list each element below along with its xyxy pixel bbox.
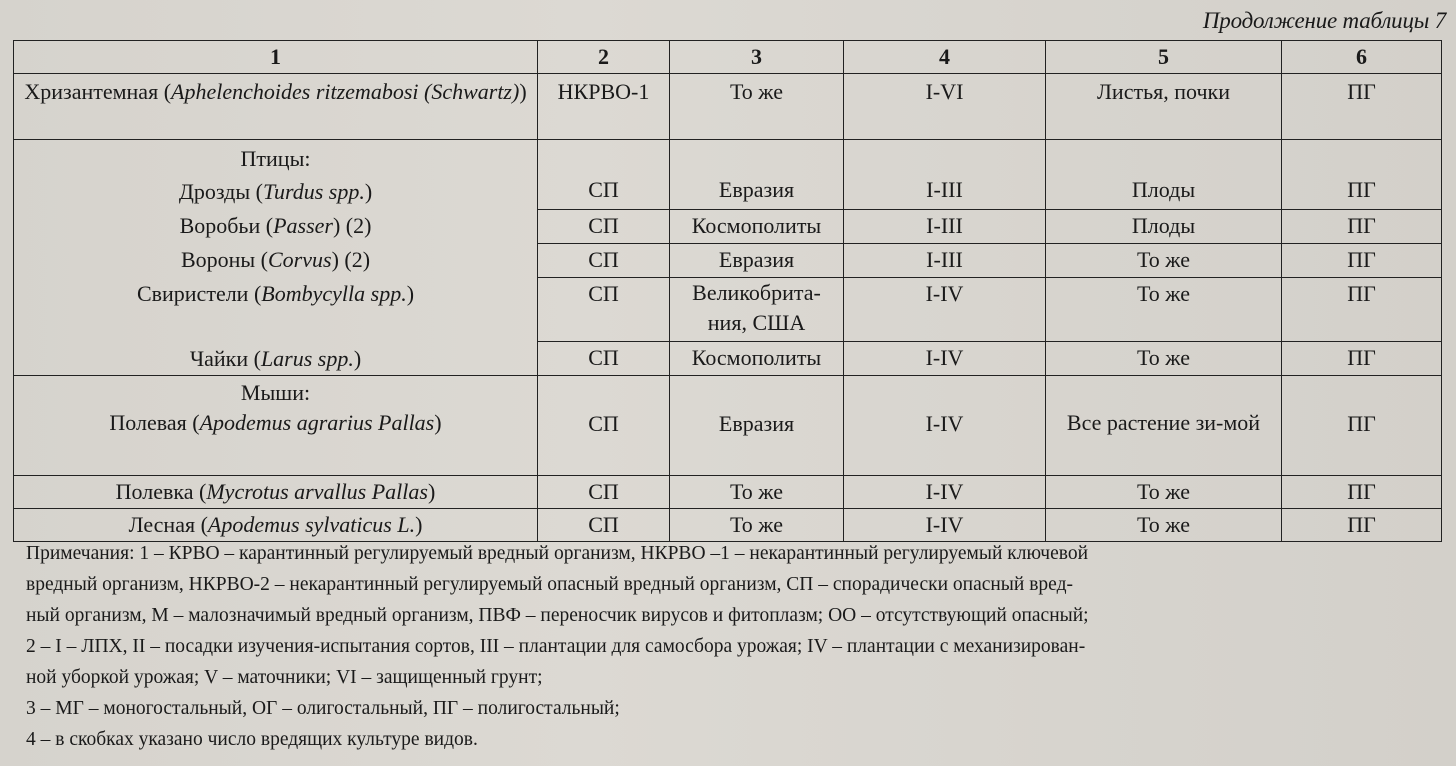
damaged-organ-cell: То же [1046, 341, 1282, 375]
species-name-prefix: Полевая ( [109, 410, 200, 435]
status-cell: СП [538, 209, 670, 243]
species-name-prefix: Дрозды ( [178, 179, 263, 204]
species-name-prefix: Свиристели ( [136, 281, 262, 306]
header-col-6: 6 [1282, 41, 1442, 74]
range-cell: Евразия [670, 243, 844, 277]
damaged-organ-cell: То же [1046, 476, 1282, 509]
species-name-prefix: Вороны ( [180, 247, 268, 272]
header-col-3: 3 [670, 41, 844, 74]
header-col-5: 5 [1046, 41, 1282, 74]
site-cell: I-III [844, 140, 1046, 210]
table-row [14, 140, 1442, 210]
status-cell: СП [538, 376, 670, 476]
damaged-organ-cell [1046, 376, 1282, 476]
table-notes [26, 538, 1446, 755]
species-latin-name: Passer [273, 213, 333, 238]
range-cell: То же [670, 476, 844, 509]
note-line: Примечания: 1 – КРВО – карантинный регулируемый вредный организм, НКРВО –1 – некарантинный регулируемый ключевой [26, 543, 1089, 564]
species-name-cell [18, 408, 533, 438]
species-name-cell [18, 277, 533, 310]
species-name-suffix: ) [519, 79, 527, 104]
species-name-prefix: Полевка ( [115, 479, 207, 504]
status-cell: СП [538, 476, 670, 509]
table-row [14, 74, 1442, 140]
range-cell [670, 278, 844, 341]
host-range-cell: ПГ [1282, 74, 1442, 140]
host-range-cell: ПГ [1282, 341, 1442, 375]
host-range-cell: ПГ [1282, 243, 1442, 277]
status-cell: СП [538, 278, 670, 341]
host-range-cell: ПГ [1282, 509, 1442, 542]
species-name-prefix: Хризантемная ( [24, 79, 172, 104]
damaged-organ-cell: То же [1046, 278, 1282, 341]
group-title: Мыши: [240, 380, 311, 405]
species-group-cell-birds [14, 140, 538, 376]
species-latin-name: Bombycylla spp. [261, 281, 407, 306]
range-cell: Космополиты [670, 341, 844, 375]
status-cell: СП [538, 243, 670, 277]
range-text: Великобрита-ния, США [692, 280, 821, 336]
species-name-suffix: ) [434, 410, 442, 435]
species-name-suffix: ) [415, 512, 423, 537]
damaged-organ-text: Все растение зи-мой [1066, 410, 1261, 435]
species-name-suffix: ) [427, 479, 436, 504]
species-name-suffix: ) [353, 346, 362, 371]
status-cell: СП [538, 341, 670, 375]
table-header-row [14, 41, 1442, 74]
species-name-cell [14, 74, 538, 140]
damaged-organ-cell: Плоды [1046, 209, 1282, 243]
status-cell: СП [538, 509, 670, 542]
note-line: ный организм, М – малозначимый вредный организм, ПВФ – переносчик вирусов и фитоплазм; ОО – отсутствующий опасный; [26, 605, 1089, 626]
site-cell: I-III [844, 209, 1046, 243]
species-name-cell [18, 243, 533, 276]
note-line: 3 – МГ – моногостальный, ОГ – олигостальный, ПГ – полигостальный; [26, 698, 620, 719]
species-name-cell [18, 209, 533, 242]
species-latin-name: Aphelenchoides ritzemabosi (Schwartz) [171, 79, 520, 104]
site-cell: I-IV [844, 476, 1046, 509]
site-cell: I-III [844, 243, 1046, 277]
damaged-organ-cell: Листья, почки [1046, 74, 1282, 140]
range-cell: Евразия [670, 140, 844, 210]
note-line: вредный организм, НКРВО-2 – некарантинный регулируемый опасный вредный организм, СП – спорадически опасный вред- [26, 574, 1073, 595]
site-cell: I-IV [844, 376, 1046, 476]
species-latin-name: Corvus [268, 247, 332, 272]
pest-table [13, 40, 1442, 542]
host-range-cell: ПГ [1282, 140, 1442, 210]
header-col-1: 1 [14, 41, 538, 74]
species-name-cell [18, 342, 533, 375]
species-latin-name: Apodemus agrarius Pallas [199, 410, 435, 435]
header-col-4: 4 [844, 41, 1046, 74]
site-cell: I-VI [844, 74, 1046, 140]
species-name-suffix: ) (2) [332, 213, 372, 238]
table-continuation-caption: Продолжение таблицы 7 [1202, 8, 1446, 33]
header-col-2: 2 [538, 41, 670, 74]
range-cell: Космополиты [670, 209, 844, 243]
group-title: Птицы: [240, 146, 311, 171]
range-cell: Евразия [670, 376, 844, 476]
species-name-suffix: ) [364, 179, 373, 204]
damaged-organ-cell: То же [1046, 509, 1282, 542]
damaged-organ-cell: Плоды [1046, 140, 1282, 210]
status-cell: СП [538, 140, 670, 210]
host-range-cell: ПГ [1282, 476, 1442, 509]
damaged-organ-cell: То же [1046, 243, 1282, 277]
species-name-prefix: Воробьи ( [179, 213, 274, 238]
site-cell: I-IV [844, 278, 1046, 341]
note-line: 4 – в скобках указано число вредящих культуре видов. [26, 729, 478, 750]
species-latin-name: Larus spp. [260, 346, 354, 371]
species-latin-name: Mycrotus arvallus Pallas [206, 479, 428, 504]
species-latin-name: Apodemus sylvaticus L. [207, 512, 416, 537]
species-name-suffix: ) (2) [331, 247, 371, 272]
table-row [14, 376, 1442, 476]
host-range-cell: ПГ [1282, 376, 1442, 476]
range-cell: То же [670, 509, 844, 542]
status-cell: НКРВО-1 [538, 74, 670, 140]
note-line: ной уборкой урожая; V – маточники; VI – защищенный грунт; [26, 667, 543, 688]
species-name-suffix: ) [406, 281, 415, 306]
species-latin-name: Turdus spp. [262, 179, 365, 204]
species-name-prefix: Чайки ( [189, 346, 261, 371]
table-row [14, 509, 1442, 542]
host-range-cell: ПГ [1282, 278, 1442, 341]
range-cell: То же [670, 74, 844, 140]
species-name-cell [14, 476, 538, 509]
species-name-prefix: Лесная ( [128, 512, 208, 537]
table-row [14, 476, 1442, 509]
host-range-cell: ПГ [1282, 209, 1442, 243]
site-cell: I-IV [844, 341, 1046, 375]
species-name-cell [14, 509, 538, 542]
site-cell: I-IV [844, 509, 1046, 542]
species-group-cell-mice [14, 376, 538, 476]
note-line: 2 – I – ЛПХ, II – посадки изучения-испытания сортов, III – плантации для самосбора урожая; IV – плантации с механизирован- [26, 636, 1086, 657]
species-name-cell [18, 175, 533, 208]
